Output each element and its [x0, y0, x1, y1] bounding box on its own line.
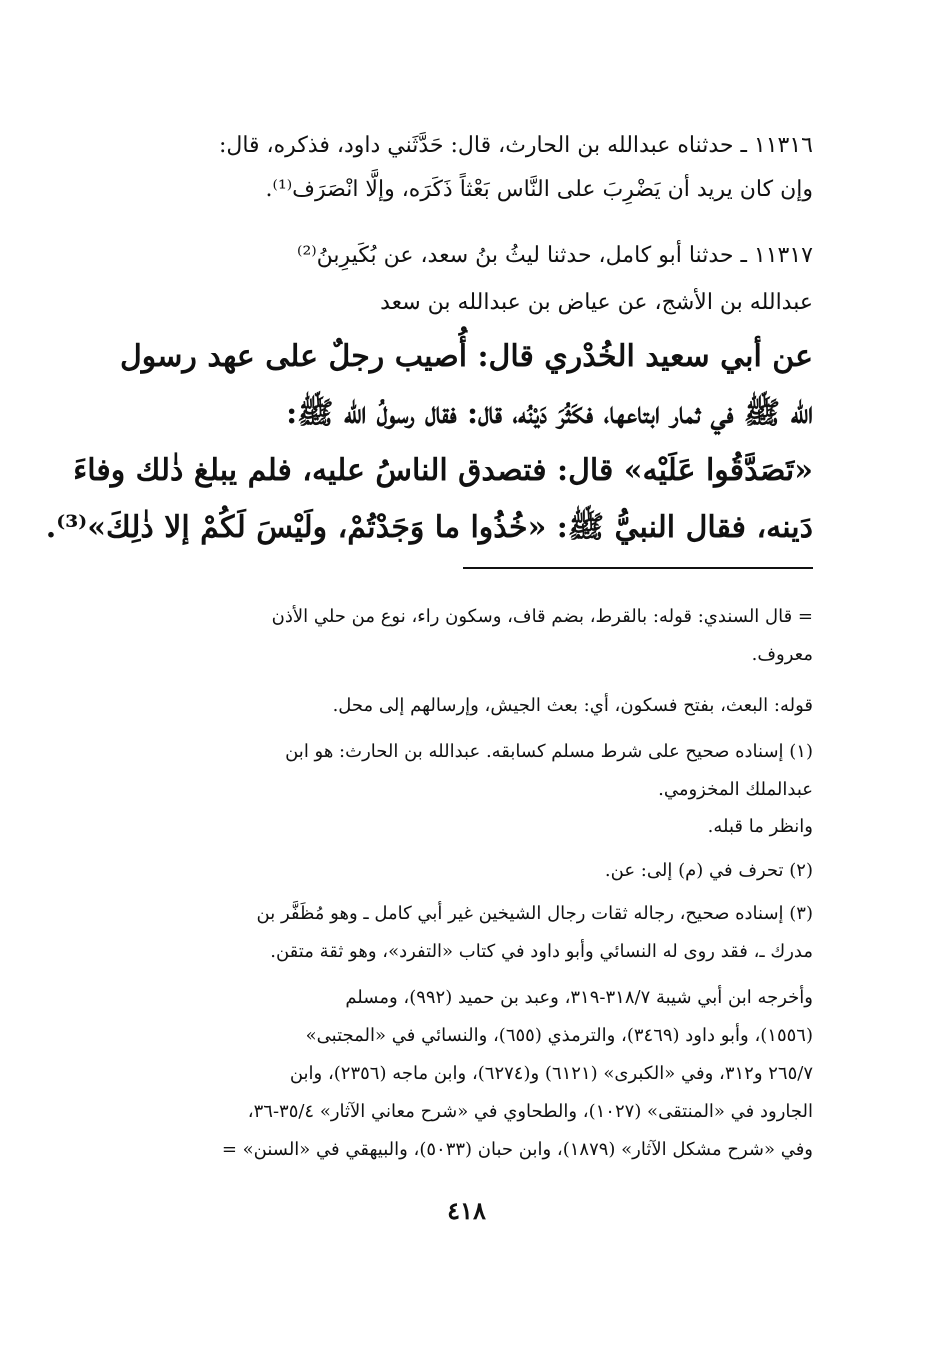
- text-line: عبدالله بن الأشج، عن عياض بن عبدالله بن سعد: [380, 290, 813, 315]
- matn-line: عن أبي سعيد الخُدْري قال: أُصيب رجلٌ على عهد رسول: [119, 339, 813, 374]
- footnote-line: وفي «شرح مشكل الآثار» (١٨٧٩)، وابن حبان (٥٠٣٣)، والبيهقي في «السنن» =: [221, 1139, 813, 1160]
- matn-line: الله ﷺ في ثمار ابتاعها، فكَثُرَ دَيْنُه، قال: فقال رسولُ الله ﷺ:: [286, 396, 813, 431]
- hadith-11316: [100, 124, 813, 212]
- text-line: ١١٣١٧ ـ حدثنا أبو كامل، حدثنا ليثُ بنُ سعد، عن بُكَيرِبنُ⁽²⁾: [297, 243, 813, 268]
- footnote-line: (١) إسناده صحيح على شرط مسلم كسابقه. عبدالله بن الحارث: هو ابن: [285, 741, 813, 762]
- matn-line: «تَصَدَّقُوا عَلَيْه» قال: فتصدق الناسُ عليه، فلم يبلغ ذٰلك وفاءَ: [73, 453, 813, 488]
- footnote-takhrij: [100, 979, 813, 1169]
- footnote-line: الجارود في «المنتقى» (١٠٢٧)، والطحاوي في «شرح معاني الآثار» ٣٥/٤-٣٦،: [247, 1101, 813, 1122]
- text-line: ١١٣١٦ ـ حدثناه عبدالله بن الحارث، قال: حَدَّثَني داود، فذكره، قال:: [218, 133, 813, 158]
- footnote-line: (٣) إسناده صحيح، رجاله ثقات رجال الشيخين غير أبي كامل ـ وهو مُظَفَّر بن: [256, 903, 813, 924]
- page-number: ٤١٨: [447, 1196, 486, 1225]
- footnote-3: [100, 895, 813, 971]
- footnote-separator: [463, 567, 813, 569]
- footnote-line: = قال السندي: قوله: بالقرط، بضم قاف، وسكون راء، نوع من حلي الأذن: [271, 606, 813, 627]
- footnote-line: ٢٦٥/٧ و٣١٢، وفي «الكبرى» (٦١٢١) و(٦٢٧٤)، وابن ماجه (٢٣٥٦)، وابن: [289, 1063, 813, 1084]
- footnote-line: (٢) تحرف في (م) إلى: عن.: [604, 860, 813, 881]
- footnote-baath: [100, 687, 813, 725]
- footnote-1: [100, 733, 813, 809]
- hadith-11317-isnad: [100, 232, 813, 326]
- footnote-1-extra: [100, 808, 813, 846]
- matn-line: دَينه، فقال النبيُّ ﷺ: «خُذُوا ما وَجَدْتُمْ، ولَيْسَ لَكُمْ إلا ذٰلِكَ»⁽³⁾.: [45, 510, 813, 545]
- text-line: وإن كان يريد أن يَضْرِبَ على النَّاس بَعْثاً ذَكَرَه، وإلَّا انْصَرَف⁽¹⁾.: [265, 177, 813, 202]
- footnote-line: وأخرجه ابن أبي شيبة ٣١٨/٧-٣١٩، وعبد بن حميد (٩٩٢)، ومسلم: [345, 987, 813, 1008]
- footnote-line: قوله: البعث، بفتح فسكون، أي: بعث الجيش، وإرسالهم إلى محل.: [332, 695, 813, 716]
- footnote-line: مدرك ـ، فقد روى له النسائي وأبو داود في كتاب «التفرد»، وهو ثقة متقن.: [270, 941, 813, 962]
- footnote-2: [100, 852, 813, 890]
- footnote-line: (١٥٥٦)، وأبو داود (٣٤٦٩)، والترمذي (٦٥٥)، والنسائي في «المجتبى»: [305, 1025, 813, 1046]
- hadith-11317-matn: [45, 328, 813, 556]
- footnote-line: وانظر ما قبله.: [707, 816, 813, 837]
- footnote-line: عبدالملك المخزومي.: [658, 779, 813, 800]
- footnote-line: معروف.: [751, 644, 813, 665]
- footnote-continuation: [100, 598, 813, 674]
